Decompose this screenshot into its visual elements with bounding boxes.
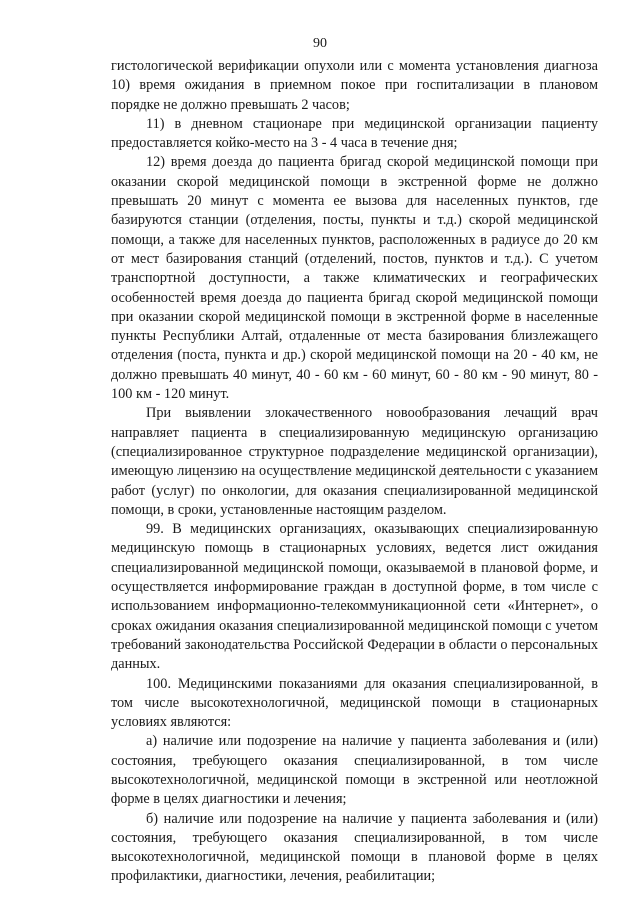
paragraph-100-a: а) наличие или подозрение на наличие у пациента заболевания и (или) состояния, требующего оказания специализированной, в том числе высокотехнологичной, медицинской помощи в экстренной или неотложной форме в целях диагностики и лечения; — [111, 733, 598, 808]
paragraph-continuation: гистологической верификации опухоли или с момента установления диагноза 10) время ожидания в приемном покое при госпитализации в плановом порядке не должно превышать 2 часов; — [111, 58, 598, 113]
paragraph-100-b: б) наличие или подозрение на наличие у пациента заболевания и (или) состояния, требующего оказания специализированной, в том числе высокотехнологичной, медицинской помощи в плановой форме в целях профилактики, диагностики, лечения, реабилитации; — [111, 810, 598, 885]
paragraph-item-12: 12) время доезда до пациента бригад скорой медицинской помощи при оказании скорой медицинской помощи в экстренной форме не должно превышать 20 минут с момента ее вызова для населенных пунктов, где базируются станции (отделения, посты, пункты и т.д.) скорой медицинской помощи, а также для населенных пунктов, расположенных в радиусе до 20 км от мест базирования станций (отделений, постов, пунктов и т.д.). С учетом транспортной доступности, а также климатических и географических особенностей время доезда до пациента бригад скорой медицинской помощи при оказании скорой медицинской помощи в экстренной форме в населенные пункты Республики Алтай, отдаленные от места базирования близлежащего отделения (поста, пункта и др.) скорой медицинской помощи на 20 - 40 км, не должно превышать 40 минут, 40 - 60 км - 60 минут, 60 - 80 км - 90 минут, 80 - 100 км - 120 минут. — [111, 154, 598, 403]
paragraph-item-11: 11) в дневном стационаре при медицинской организации пациенту предоставляется койко-место на 3 - 4 часа в течение дня; — [111, 115, 598, 152]
paragraph-oncology-referral: При выявлении злокачественного новообразования лечащий врач направляет пациента в специализированную медицинскую организацию (специализированное структурное подразделение медицинской организации), имеющую лицензию на осуществление медицинской деятельности с указанием работ (услуг) по онкологии, для оказания специализированной медицинской помощи, в сроки, установленные настоящим разделом. — [111, 405, 598, 518]
paragraph-100: 100. Медицинскими показаниями для оказания специализированной, в том числе высокотехнологичной, медицинской помощи в стационарных условиях являются: — [111, 675, 598, 731]
document-body — [111, 57, 598, 887]
page-number: 90 — [313, 36, 327, 51]
paragraph-99: 99. В медицинских организациях, оказывающих специализированную медицинскую помощь в стационарных условиях, ведется лист ожидания специализированной медицинской помощи, оказываемой в плановой форме, и осуществляется информирование граждан в доступной форме, в том числе с использованием информационно-телекоммуникационной сети «Интернет», о сроках ожидания оказания специализированной медицинской помощи с учетом требований законодательства Российской Федерации в области о персональных данных. — [111, 521, 598, 673]
